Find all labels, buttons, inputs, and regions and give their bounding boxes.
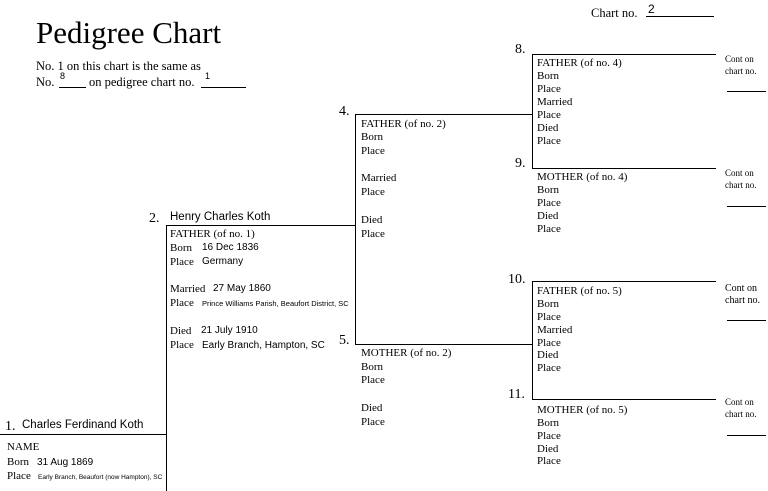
p2-born-value[interactable]: 16 Dec 1836 xyxy=(202,242,259,253)
p8-born-place-label: Place xyxy=(537,83,561,95)
p10-died-place-label: Place xyxy=(537,362,561,374)
p2-number: 2. xyxy=(149,211,160,226)
p11-born-label: Born xyxy=(537,417,559,429)
same-as-text: No. 1 on this chart is the same as xyxy=(36,59,201,73)
p2-died-value[interactable]: 21 July 1910 xyxy=(201,325,258,336)
p8-number: 8. xyxy=(515,42,526,57)
p2-born-label: Born xyxy=(170,242,192,254)
p1-name[interactable]: Charles Ferdinand Koth xyxy=(22,419,144,431)
p4-role: FATHER (of no. 2) xyxy=(361,118,446,130)
p11-died-label: Died xyxy=(537,443,559,455)
p4-married-label: Married xyxy=(361,172,397,184)
p8-born-label: Born xyxy=(537,70,559,82)
p5-born-label: Born xyxy=(361,361,383,373)
p5-died-place-label: Place xyxy=(361,416,385,428)
p1-number: 1. xyxy=(5,419,16,434)
p11-role: MOTHER (of no. 5) xyxy=(537,404,628,416)
line-p1 xyxy=(0,434,167,435)
p2-died-place-value[interactable]: Early Branch, Hampton, SC xyxy=(202,340,325,351)
same-chart-line xyxy=(201,87,246,88)
p9-role: MOTHER (of no. 4) xyxy=(537,171,628,183)
p1-place-label: Place xyxy=(7,470,31,482)
p1-name-label: NAME xyxy=(7,441,40,453)
line-p5 xyxy=(355,344,533,345)
p8-married-label: Married xyxy=(537,96,573,108)
line-p4 xyxy=(355,114,533,115)
p9-died-place-label: Place xyxy=(537,223,561,235)
p8-cont-label: Cont on xyxy=(725,54,754,64)
p10-born-label: Born xyxy=(537,298,559,310)
p4-born-label: Born xyxy=(361,131,383,143)
p10-born-place-label: Place xyxy=(537,311,561,323)
chart-no-value[interactable]: 2 xyxy=(648,2,655,16)
p10-chart-label: chart no. xyxy=(725,295,760,306)
p9-born-label: Born xyxy=(537,184,559,196)
line-p5-vertical xyxy=(532,281,533,400)
same-chart-value[interactable]: 1 xyxy=(205,71,211,81)
p10-role: FATHER (of no. 5) xyxy=(537,285,622,297)
p5-born-place-label: Place xyxy=(361,374,385,386)
line-p10 xyxy=(532,281,716,282)
same-no-line xyxy=(59,87,86,88)
p11-chart-label: chart no. xyxy=(725,409,757,419)
p8-role: FATHER (of no. 4) xyxy=(537,57,622,69)
p5-number: 5. xyxy=(339,333,350,348)
p11-number: 11. xyxy=(508,387,525,402)
p4-married-place-label: Place xyxy=(361,186,385,198)
line-p1-vertical xyxy=(166,225,167,491)
p4-died-place-label: Place xyxy=(361,228,385,240)
p9-chart-label: chart no. xyxy=(725,180,757,190)
p10-cont-line[interactable] xyxy=(727,320,766,321)
p9-born-place-label: Place xyxy=(537,197,561,209)
p2-married-place-value[interactable]: Prince Williams Parish, Beaufort District, SC xyxy=(202,299,349,308)
p11-born-place-label: Place xyxy=(537,430,561,442)
p11-died-place-label: Place xyxy=(537,455,561,467)
line-p8 xyxy=(532,54,716,55)
p2-role: FATHER (of no. 1) xyxy=(170,228,255,240)
p10-number: 10. xyxy=(508,272,526,287)
p1-born-value[interactable]: 31 Aug 1869 xyxy=(37,457,94,468)
p8-cont-line[interactable] xyxy=(727,91,766,92)
line-p4-vertical xyxy=(532,54,533,169)
p8-married-place-label: Place xyxy=(537,109,561,121)
p9-cont-line[interactable] xyxy=(727,206,766,207)
p2-died-label: Died xyxy=(170,325,192,337)
p5-role: MOTHER (of no. 2) xyxy=(361,347,452,359)
p2-married-place-label: Place xyxy=(170,297,194,309)
p2-born-place-value[interactable]: Germany xyxy=(202,256,244,267)
chart-no-line xyxy=(646,16,714,17)
p10-died-label: Died xyxy=(537,349,559,361)
p8-died-place-label: Place xyxy=(537,135,561,147)
p2-name[interactable]: Henry Charles Koth xyxy=(170,211,271,223)
line-p2 xyxy=(166,225,356,226)
p2-born-place-label: Place xyxy=(170,256,194,268)
p8-died-label: Died xyxy=(537,122,559,134)
p9-died-label: Died xyxy=(537,210,559,222)
line-p11 xyxy=(532,399,716,400)
p2-married-label: Married xyxy=(170,283,206,295)
line-p9 xyxy=(532,168,716,169)
chart-no-label: Chart no. xyxy=(591,6,638,20)
p2-married-value[interactable]: 27 May 1860 xyxy=(213,283,271,294)
p1-place-value[interactable]: Early Branch, Beaufort (now Hampton), SC xyxy=(38,474,163,481)
p10-married-label: Married xyxy=(537,324,573,336)
p9-cont-label: Cont on xyxy=(725,168,754,178)
p2-died-place-label: Place xyxy=(170,339,194,351)
p8-chart-label: chart no. xyxy=(725,66,757,76)
page-title: Pedigree Chart xyxy=(36,15,222,50)
p11-cont-line[interactable] xyxy=(727,435,766,436)
same-no-value[interactable]: 8 xyxy=(60,71,66,81)
same-on-label: on pedigree chart no. xyxy=(89,75,195,89)
p4-born-place-label: Place xyxy=(361,145,385,157)
p4-number: 4. xyxy=(339,104,350,119)
line-p2-vertical xyxy=(355,114,356,345)
p9-number: 9. xyxy=(515,156,526,171)
p5-died-label: Died xyxy=(361,402,383,414)
p4-died-label: Died xyxy=(361,214,383,226)
p11-cont-label: Cont on xyxy=(725,397,754,407)
p10-cont-label: Cont on xyxy=(725,283,757,294)
p10-married-place-label: Place xyxy=(537,337,561,349)
p1-born-label: Born xyxy=(7,456,29,468)
same-no-label: No. xyxy=(36,75,55,89)
